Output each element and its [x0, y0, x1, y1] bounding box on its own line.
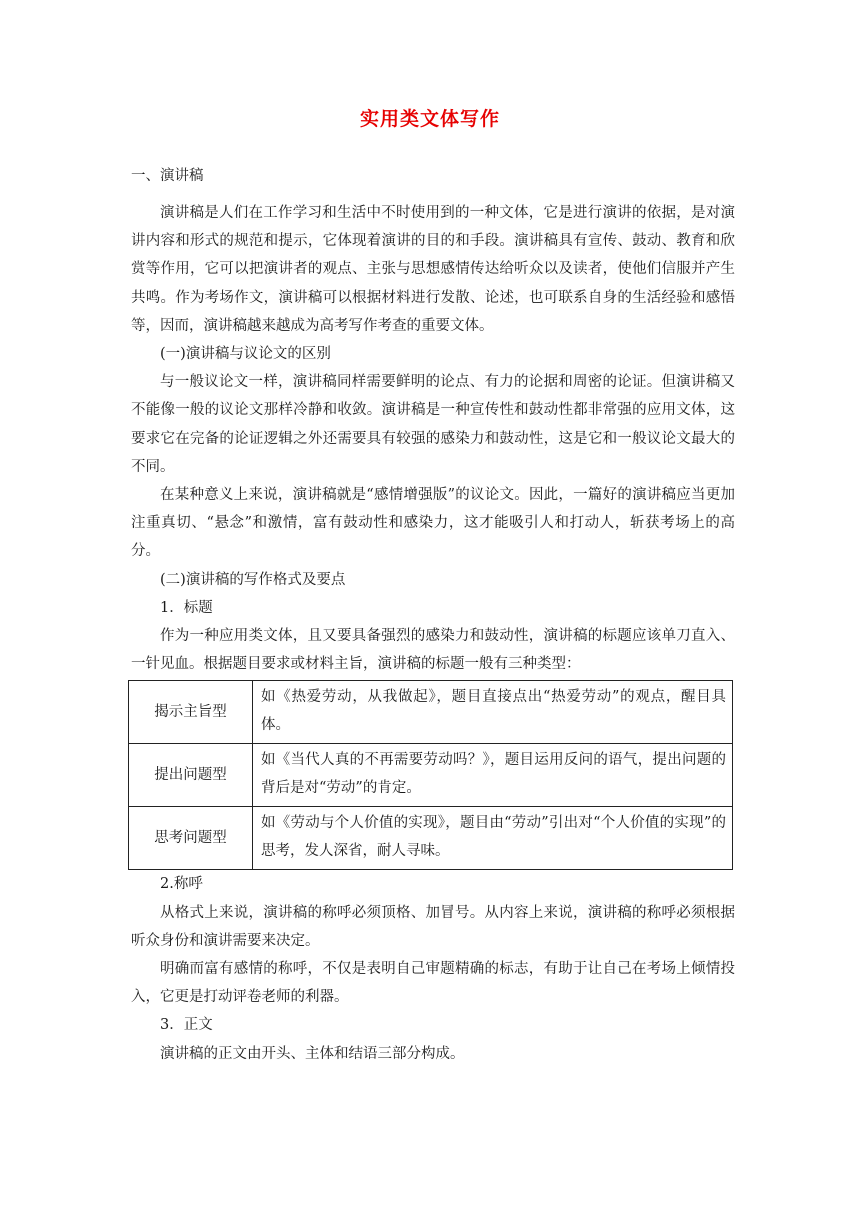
subsection-heading-2: (二)演讲稿的写作格式及要点	[160, 571, 346, 588]
title-types-table	[128, 680, 733, 870]
subsection-heading-1: (一)演讲稿与议论文的区别	[160, 346, 331, 363]
item-heading-title: 1．标题	[160, 599, 213, 616]
document-body	[131, 199, 735, 1068]
paragraph: 演讲稿的正文由开头、主体和结语三部分构成。	[160, 1045, 465, 1062]
table-cell-type: 思考问题型	[129, 807, 253, 870]
table-cell-example: 如《当代人真的不再需要劳动吗？》，题目运用反问的语气，提出问题的背后是对“劳动”的肯定。	[253, 744, 733, 807]
document-title: 实用类文体写作	[359, 108, 500, 130]
item-heading-salutation: 2.称呼	[160, 876, 203, 893]
intro-paragraph: 演讲稿是人们在工作学习和生活中不时使用到的一种文体，它是进行演讲的依据，是对演讲内容和形式的规范和提示，它体现着演讲的目的和手段。演讲稿具有宣传、鼓动、教育和欣赏等作用，它可以把演讲者的观点、主张与思想感情传达给听众以及读者，使他们信服并产生共鸣。作为考场作文，演讲稿可以根据材料进行发散、论述，也可联系自身的生活经验和感悟等，因而，演讲稿越来越成为高考写作考查的重要文体。	[131, 205, 735, 334]
table-cell-example: 如《劳动与个人价值的实现》，题目由“劳动”引出对“个人价值的实现”的思考，发人深省，耐人寻味。	[253, 807, 733, 870]
table-cell-type: 提出问题型	[129, 744, 253, 807]
table-row	[129, 807, 733, 870]
table-row	[129, 744, 733, 807]
paragraph: 从格式上来说，演讲稿的称呼必须顶格、加冒号。从内容上来说，演讲稿的称呼必须根据听众身份和演讲需要来决定。	[131, 904, 735, 949]
paragraph: 在某种意义上来说，演讲稿就是“感情增强版”的议论文。因此，一篇好的演讲稿应当更加注重真切、“悬念”和激情，富有鼓动性和感染力，这才能吸引人和打动人，斩获考场上的高分。	[131, 487, 735, 560]
item-heading-body: 3．正文	[160, 1017, 213, 1034]
table-row	[129, 681, 733, 744]
section-heading: 一、演讲稿	[131, 168, 204, 184]
table-cell-example: 如《热爱劳动，从我做起》，题目直接点出“热爱劳动”的观点，醒目具体。	[253, 681, 733, 744]
table-cell-type: 揭示主旨型	[129, 681, 253, 744]
paragraph: 明确而富有感情的称呼，不仅是表明自己审题精确的标志，有助于让自己在考场上倾情投入，它更是打动评卷老师的利器。	[131, 961, 735, 1006]
paragraph: 作为一种应用类文体，且又要具备强烈的感染力和鼓动性，演讲稿的标题应该单刀直入、一针见血。根据题目要求或材料主旨，演讲稿的标题一般有三种类型：	[131, 628, 735, 673]
paragraph: 与一般议论文一样，演讲稿同样需要鲜明的论点、有力的论据和周密的论证。但演讲稿又不能像一般的议论文那样冷静和收敛。演讲稿是一种宣传性和鼓动性都非常强的应用文体，这要求它在完备的论证逻辑之外还需要具有较强的感染力和鼓动性，这是它和一般议论文最大的不同。	[131, 374, 735, 475]
